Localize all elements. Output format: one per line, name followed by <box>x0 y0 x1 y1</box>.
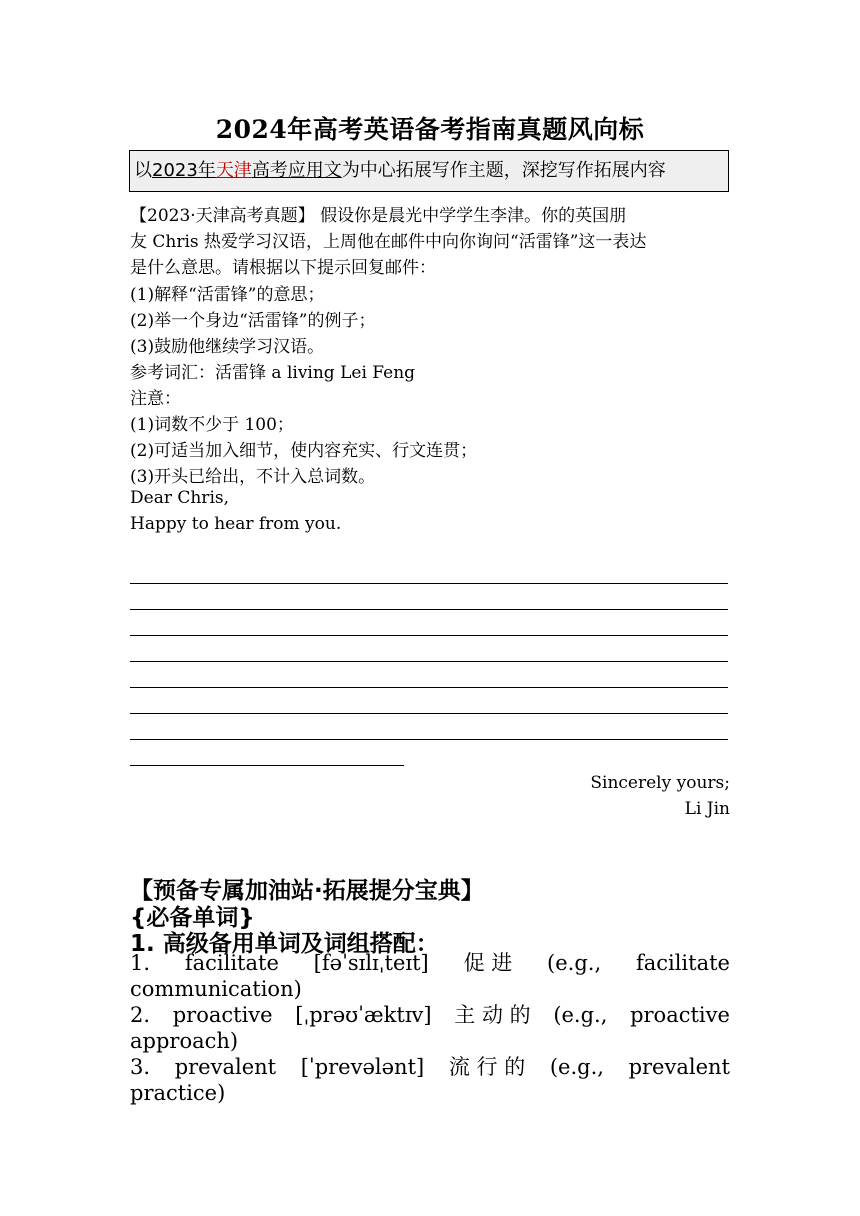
answer-line <box>130 713 728 714</box>
letter-signature: Li Jin <box>684 799 730 819</box>
prompt-line-1: 【2023·天津高考真题】 假设你是晨光中学学生李津。你的英国朋 <box>130 206 627 226</box>
topic-banner <box>129 150 729 192</box>
vocab-ipa: [fəˈsɪlɪˌteɪt] <box>313 951 429 975</box>
answer-line <box>130 635 728 636</box>
prompt-line-3: 是什么意思。请根据以下提示回复邮件： <box>130 258 436 278</box>
letter-opening: Happy to hear from you. <box>130 514 342 534</box>
note-item: (1)词数不少于 100； <box>130 415 294 435</box>
vocab-meaning: 主 动 的 <box>454 1003 531 1027</box>
answer-line <box>130 609 728 610</box>
answer-line <box>130 739 728 740</box>
vocab-reference: 参考词汇：活雷锋 a living Lei Feng <box>130 363 416 383</box>
banner-type: 高考应用文 <box>251 160 342 181</box>
answer-line <box>130 687 728 688</box>
section-heading: 【预备专属加油站·拓展提分宝典】 <box>130 878 484 904</box>
letter-closing: Sincerely yours; <box>590 773 730 793</box>
note-item: (3)开头已给出，不计入总词数。 <box>130 467 376 487</box>
prompt-item: (2)举一个身边“活雷锋”的例子； <box>130 311 376 331</box>
section-subheading: {必备单词} <box>130 905 255 931</box>
vocab-example-cont: communication) <box>130 977 302 1001</box>
vocab-example-cont: practice) <box>130 1081 226 1105</box>
vocab-meaning: 流 行 的 <box>448 1055 526 1079</box>
notes-label: 注意： <box>130 389 181 409</box>
letter-greeting: Dear Chris, <box>130 488 230 508</box>
vocab-ipa: [ˈprevələnt] <box>300 1055 425 1079</box>
vocab-example-word: prevalent <box>628 1055 730 1079</box>
list-title: 1. 高级备用单词及词组搭配： <box>130 931 439 957</box>
page-title: 2024年高考英语备考指南真题风向标 <box>215 115 645 144</box>
vocab-number: 3. <box>130 1055 151 1079</box>
vocab-example-prefix: (e.g., <box>553 1003 608 1027</box>
banner-place: 天津 <box>215 160 252 181</box>
vocab-example-word: facilitate <box>635 951 730 975</box>
note-item: (2)可适当加入细节，使内容充实、行文连贯； <box>130 441 478 461</box>
prompt-item: (3)鼓励他继续学习汉语。 <box>130 337 325 357</box>
vocab-entry <box>130 1054 730 1106</box>
banner-year: 2023年 <box>152 160 216 181</box>
vocab-number: 2. <box>130 1003 151 1027</box>
vocab-example-cont: approach) <box>130 1029 239 1053</box>
vocab-word: facilitate <box>184 951 279 975</box>
vocab-example-prefix: (e.g., <box>549 1055 604 1079</box>
vocab-entry <box>130 950 730 1002</box>
vocab-number: 1. <box>130 951 151 975</box>
vocab-entry <box>130 1002 730 1054</box>
vocab-meaning: 促 进 <box>463 951 513 975</box>
answer-line <box>130 583 728 584</box>
vocab-example-prefix: (e.g., <box>547 951 602 975</box>
prompt-item: (1)解释“活雷锋”的意思； <box>130 285 325 305</box>
vocab-word: prevalent <box>174 1055 277 1079</box>
banner-suffix: 为中心拓展写作主题，深挖写作拓展内容 <box>341 160 666 181</box>
answer-line <box>130 661 728 662</box>
vocab-example-word: proactive <box>630 1003 730 1027</box>
vocab-word: proactive <box>172 1003 273 1027</box>
answer-line <box>130 765 404 766</box>
banner-prefix: 以 <box>134 160 152 181</box>
vocab-ipa: [ˌprəʊˈæktɪv] <box>295 1003 432 1027</box>
prompt-line-2: 友 Chris 热爱学习汉语，上周他在邮件中向你询问“活雷锋”这一表达 <box>130 232 647 252</box>
